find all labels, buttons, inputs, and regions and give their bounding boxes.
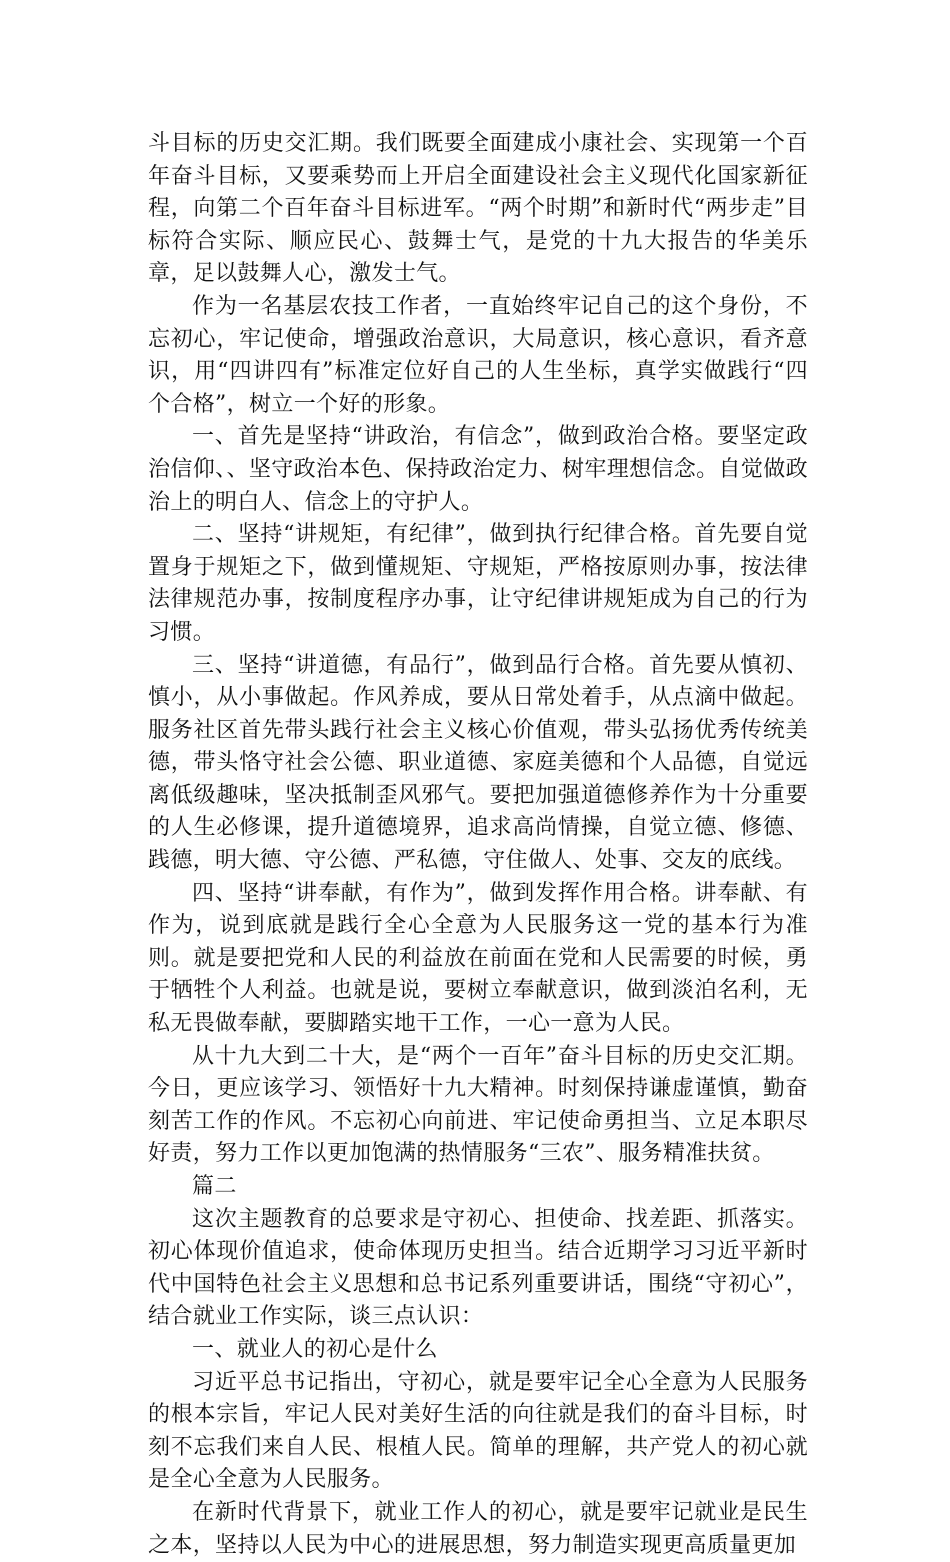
paragraph-9: 这次主题教育的总要求是守初心、担使命、找差距、抓落实。初心体现价值追求，使命体现历史担当。结合近期学习习近平新时代中国特色社会主义思想和总书记系列重要讲话，围绕“守初心”，结合就业工作实际，谈三点认识：: [148, 1206, 808, 1330]
paragraph-6: 四、坚持“讲奉献，有作为”，做到发挥作用合格。讲奉献、有作为，说到底就是践行全心全意为人民服务这一党的基本行为准则。就是要把党和人民的利益放在前面在党和人民需要的时候，勇于牺牲个人利益。也就是说，要树立奉献意识，做到淡泊名利，无私无畏做奉献，要脚踏实地干工作，一心一意为人民。: [148, 880, 808, 1037]
paragraph-4: 二、坚持“讲规矩，有纪律”，做到执行纪律合格。首先要自觉置身于规矩之下，做到懂规矩、守规矩，严格按原则办事，按法律法律规范办事，按制度程序办事，让守纪律讲规矩成为自己的行为习惯。: [148, 522, 808, 645]
paragraph-5: 三、坚持“讲道德，有品行”，做到品行合格。首先要从慎初、慎小，从小事做起。作风养成，要从日常处着手，从点滴中做起。服务社区首先带头践行社会主义核心价值观，带头弘扬优秀传统美德，带头恪守社会公德、职业道德、家庭美德和个人品德，自觉远离低级趣味，坚决抵制歪风邪气。要把加强道德修养作为十分重要的人生必修课，提升道德境界，追求高尚情操，自觉立德、修德、践德，明大德、守公德、严私德，守住做人、处事、交友的底线。: [148, 652, 808, 874]
document-body: [148, 128, 808, 1562]
paragraph-2: 作为一名基层农技工作者，一直始终牢记自己的这个身份，不忘初心，牢记使命，增强政治意识，大局意识，核心意识，看齐意识，用“四讲四有”标准定位好自己的人生坐标，真学实做践行“四个合格”，树立一个好的形象。: [148, 293, 808, 417]
paragraph-1: 斗目标的历史交汇期。我们既要全面建成小康社会、实现第一个百年奋斗目标，又要乘势而上开启全面建设社会主义现代化国家新征程，向第二个百年奋斗目标进军。“两个时期”和新时代“两步走”目标符合实际、顺应民心、鼓舞士气，是党的十九大报告的华美乐章，足以鼓舞人心，激发士气。: [148, 131, 808, 287]
subheading-1: 一、就业人的初心是什么: [192, 1336, 438, 1362]
paragraph-3: 一、首先是坚持“讲政治，有信念”，做到政治合格。要坚定政治信仰、、坚守政治本色、保持政治定力、树牢理想信念。自觉做政治上的明白人、信念上的守护人。: [148, 424, 808, 515]
section-heading-part-two: 篇二: [192, 1174, 237, 1199]
paragraph-12: 在新时代背景下，就业工作人的初心，就是要牢记就业是民生之本，坚持以人民为中心的进展思想，努力制造实现更高质量更加: [148, 1499, 808, 1558]
paragraph-7: 从十九大到二十大，是“两个一百年”奋斗目标的历史交汇期。今日，更应该学习、领悟好十九大精神。时刻保持谦虚谨慎，勤奋刻苦工作的作风。不忘初心向前进、牢记使命勇担当、立足本职尽好责，努力工作以更加饱满的热情服务“三农”、服务精准扶贫。: [148, 1043, 808, 1167]
paragraph-11: 习近平总书记指出，守初心，就是要牢记全心全意为人民服务的根本宗旨，牢记人民对美好生活的向往就是我们的奋斗目标，时刻不忘我们来自人民、根植人民。简单的理解，共产党人的初心就是全心全意为人民服务。: [148, 1369, 808, 1493]
